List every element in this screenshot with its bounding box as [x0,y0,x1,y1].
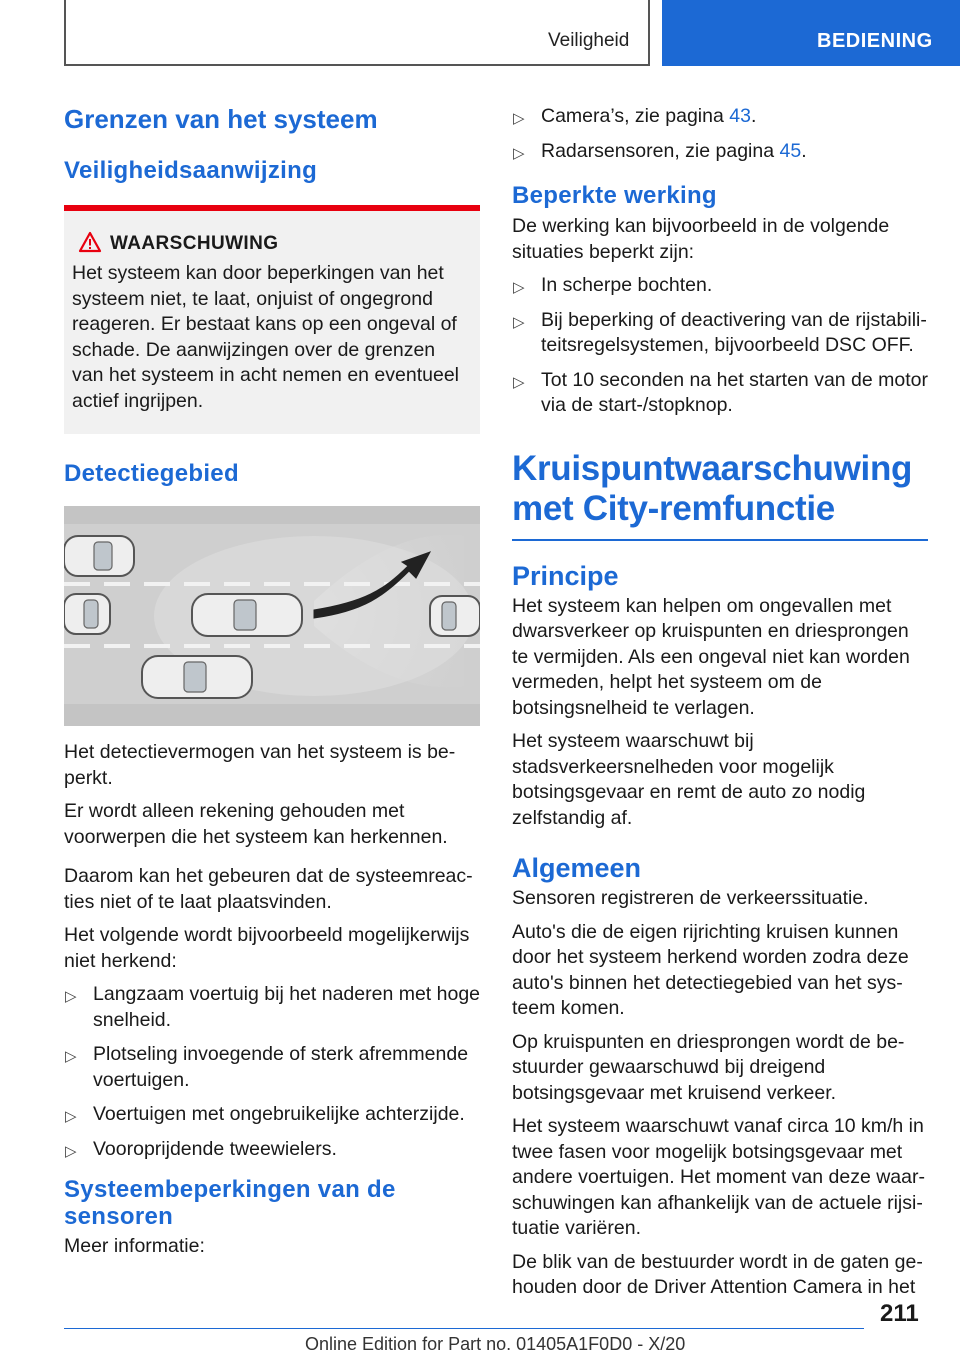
page-link-43[interactable]: 43 [729,105,751,127]
sensor-limits-heading: Systeembeperkingen van de sensoren [64,1176,396,1230]
triangle-bullet-icon: ▷ [513,313,525,331]
safety-heading: Veiligheidsaanwijzing [64,157,318,184]
detection-area-illustration [64,506,480,726]
general-para-5: De blik van de bestuurder wordt in de gaten gehouden door de Driver Attention Camera in het [512,1250,923,1298]
general-para-1: Sensoren registreren de verkeerssituatie. [512,887,869,909]
left-column [64,104,480,1260]
page-number: 211 [880,1300,919,1327]
list-item: ▷ Tot 10 seconden na het starten van de motor via de start-/stopknop. [513,368,929,416]
detection-para-1: Het detectievermogen van het systeem is beperkt. [64,741,456,789]
list-item: ▷ Bij beperking of deactivering van de rijstabiliteitsregelsystemen, bijvoorbeeld DSC OFF. [513,308,927,356]
sensor-reference-list [512,104,928,164]
triangle-bullet-icon: ▷ [65,1142,77,1160]
general-para-4: Het systeem waarschuwt vanaf circa 10 km/h in twee fasen voor mogelijk botsingsgevaar met andere voertuigen. Het moment van deze waarschuwingen kan afhankelijk van de actuele rijsituatie variëren. [512,1115,925,1239]
more-info-text: Meer informatie: [64,1235,205,1257]
principle-heading: Principe [512,560,619,591]
limited-operation-text: De werking kan bijvoorbeeld in de volgende situaties beperkt zijn: [512,215,890,263]
triangle-bullet-icon: ▷ [65,1108,77,1125]
chapter-title: Kruispuntwaarschuwing met City-remfunctie [512,448,913,528]
triangle-bullet-icon: ▷ [513,110,525,127]
right-column [512,104,928,1301]
title-rule [512,539,928,541]
list-item: ▷ Langzaam voertuig bij het naderen met hoge snelheid. [65,983,481,1031]
list-item: ▷ Vooroprijdende tweewielers. [64,1137,480,1163]
detection-para-3: Daarom kan het gebeuren dat de systeemreacties niet of te laat plaatsvinden. [64,865,473,913]
list-item: ▷ Radarsensoren, zie pagina 45. [512,139,928,165]
triangle-bullet-icon: ▷ [513,279,525,296]
limited-operation-heading: Beperkte werking [512,182,717,209]
triangle-bullet-icon: ▷ [513,373,525,391]
triangle-bullet-icon: ▷ [513,144,525,162]
footer-rule [64,1328,864,1329]
principle-para-2: Het systeem waarschuwt bij stadsverkeersnelheden voor mogelijk botsingsgevaar en remt de auto zo nodig zelfstandig af. [512,730,866,829]
warning-box [64,205,480,434]
principle-para-1: Het systeem kan helpen om ongevallen met dwarsverkeer op kruispunten en driesprongen te vermijden. Als een ongeval niet kan worden vermeden, helpt het systeem om de botsingsnelheid te verlagen. [512,594,910,719]
footer-edition: Online Edition for Part no. 01405A1F0D0 - X/20 [305,1334,686,1354]
header-section: Veiligheid [548,30,630,51]
triangle-bullet-icon: ▷ [65,1048,77,1065]
list-item: ▷ Camera’s, zie pagina 43. [512,104,928,130]
limited-operation-list [512,273,928,419]
page-link-45[interactable]: 45 [779,139,802,162]
warning-triangle-icon [78,231,102,253]
list-item: ▷ Voertuigen met ongebruikelijke achterzijde. [64,1102,480,1128]
warning-text: Het systeem kan door beperkingen van het systeem niet, te laat, onjuist of ongegrond reageren. Er bestaat kans op een ongeval of schade. De aanwijzingen over de grenzen van het systeem in acht nemen en eventueel actief ingrijpen. [72,262,459,412]
not-detected-list [64,982,480,1162]
general-heading: Algemeen [512,853,642,883]
detection-heading: Detectiegebied [64,460,239,487]
warning-title: WAARSCHUWING [72,233,470,255]
section-title: Grenzen van het systeem [64,104,378,134]
triangle-bullet-icon: ▷ [65,988,77,1005]
detection-para-4: Het volgende wordt bijvoorbeeld mogelijkerwijs niet herkend: [64,924,470,972]
list-item: ▷ Plotseling invoegende of sterk afremmende voertuigen. [65,1043,469,1091]
list-item: ▷ In scherpe bochten. [512,273,928,299]
general-para-3: Op kruispunten en driesprongen wordt de bestuurder gewaarschuwd bij dreigend botsingsgevaar met kruisend verkeer. [512,1030,905,1104]
header-chapter-tab[interactable] [662,0,960,66]
detection-para-2: Er wordt alleen rekening gehouden met voorwerpen die het systeem kan herkennen. [64,800,448,848]
general-para-2: Auto's die de eigen rijrichting kruisen kunnen door het systeem herkend worden zodra deze auto's binnen het detectiegebied van het systeem komen. [512,920,909,1019]
header-chapter-label: BEDIENING [817,30,933,52]
